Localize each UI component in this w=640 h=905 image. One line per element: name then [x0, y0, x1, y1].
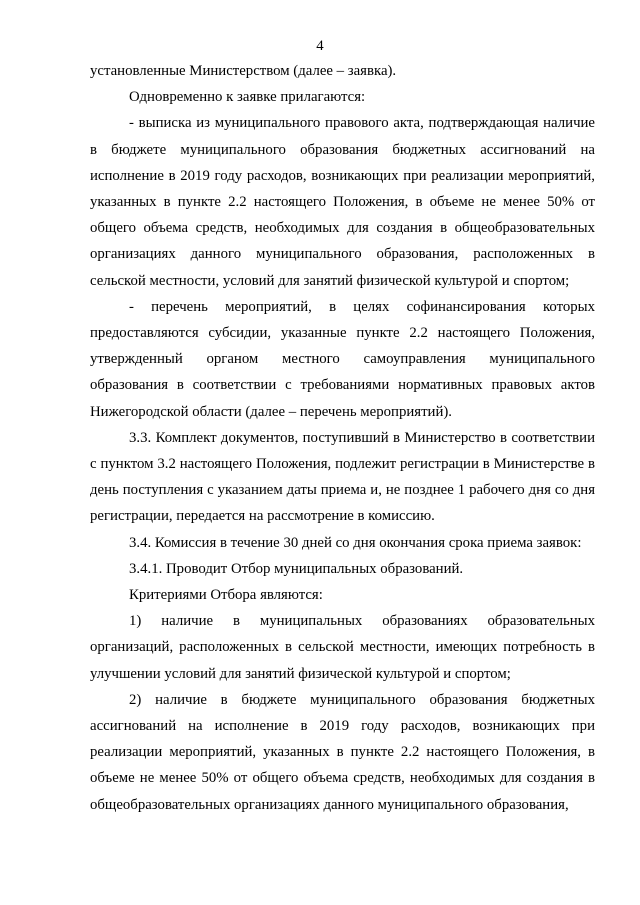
paragraph-attachments-intro: Одновременно к заявке прилагаются: [129, 89, 366, 106]
page-number: 4 [316, 38, 324, 54]
paragraph-criterion-1: 1) наличие в муниципальных образованиях образовательных организаций, расположенных в сельской местности, имеющих потребность в улучшении условий для занятий физической культурой и спортом; [90, 613, 595, 682]
document-body [90, 58, 595, 818]
paragraph-3-4: 3.4. Комиссия в течение 30 дней со дня окончания срока приема заявок: [129, 534, 582, 551]
paragraph-criterion-2: 2) наличие в бюджете муниципального образования бюджетных ассигнований на исполнение в 2019 году расходов, возникающих при реализации мероприятий, указанных в пункте 2.2 настоящего Положения, в объеме не менее 50% от общего объема средств, необходимых для создания в общеобразовательных организациях данного муниципального образования, [90, 691, 595, 813]
paragraph-3-3: 3.3. Комплект документов, поступивший в Министерство в соответствии с пунктом 3.2 настоящего Положения, подлежит регистрации в Министерстве в день поступления с указанием даты приема и, не позднее 1 рабочего дня со дня регистрации, передается на рассмотрение в комиссию. [90, 429, 595, 525]
paragraph-continuation: установленные Министерством (далее – заявка). [90, 63, 397, 79]
paragraph-budget-extract: - выписка из муниципального правового акта, подтверждающая наличие в бюджете муниципального образования бюджетных ассигнований на исполнение в 2019 году расходов, возникающих при реализации мероприятий, указанных в пункте 2.2 настоящего Положения, в объеме не менее 50% от общего объема средств, необходимых для создания в общеобразовательных организациях данного муниципального образования, расположенных в сельской местности, условий для занятий физической культурой и спортом; [90, 115, 595, 289]
paragraph-criteria-heading: Критериями Отбора являются: [129, 587, 323, 604]
paragraph-3-4-1: 3.4.1. Проводит Отбор муниципальных образований. [129, 560, 464, 577]
paragraph-activities-list: - перечень мероприятий, в целях софинансирования которых предоставляются субсидии, указанные пункте 2.2 настоящего Положения, утвержденный органом местного самоуправления муниципального образования в соответствии с требованиями нормативных правовых актов Нижегородской области (далее – перечень мероприятий). [90, 298, 595, 420]
